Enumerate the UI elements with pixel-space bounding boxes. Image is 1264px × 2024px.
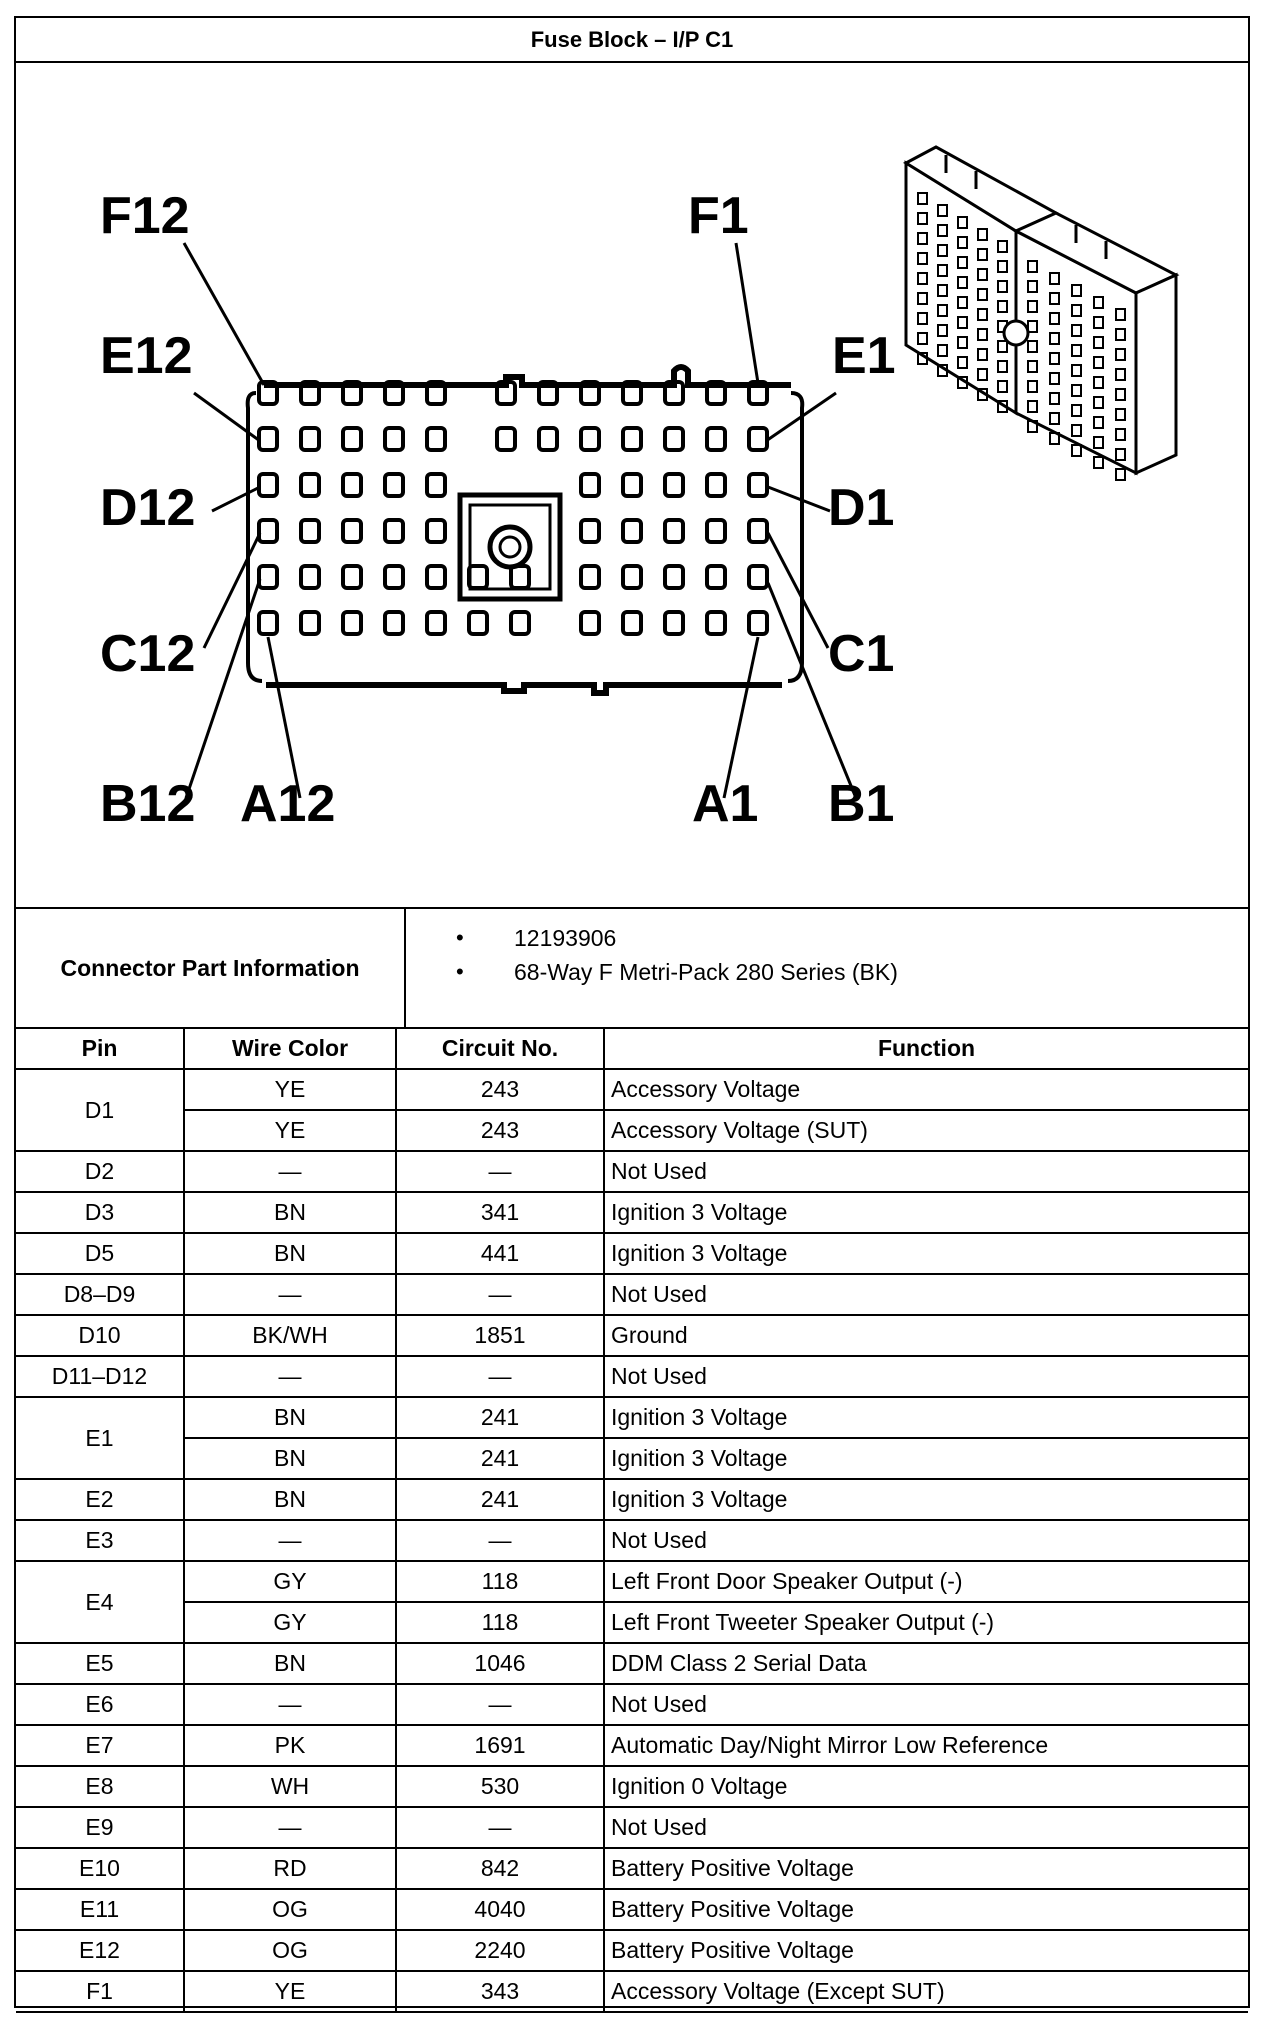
leader-d12 <box>212 487 260 511</box>
pin-cell: E3 <box>16 1520 184 1561</box>
header-wire-color: Wire Color <box>184 1029 396 1069</box>
iso-cavity <box>1072 445 1081 456</box>
function-cell: Not Used <box>604 1684 1248 1725</box>
pin-cell: D3 <box>16 1192 184 1233</box>
pin-cavity <box>343 612 361 634</box>
pin-cavity <box>665 612 683 634</box>
table-row <box>16 1438 1248 1479</box>
pin-cavity <box>497 428 515 450</box>
pin-cavity <box>343 520 361 542</box>
circuit-cell: 343 <box>396 1971 604 2012</box>
wire-color-cell: YE <box>184 1110 396 1151</box>
part-info-list <box>456 921 898 989</box>
pin-cavity <box>707 428 725 450</box>
pin-cavity <box>259 474 277 496</box>
pin-cavity <box>259 612 277 634</box>
table-row <box>16 1233 1248 1274</box>
function-cell: Not Used <box>604 1274 1248 1315</box>
wire-color-cell: PK <box>184 1725 396 1766</box>
function-cell: Ignition 3 Voltage <box>604 1438 1248 1479</box>
connector-diagram <box>16 63 1248 907</box>
pin-cavity <box>427 612 445 634</box>
pin-cell: E9 <box>16 1807 184 1848</box>
circuit-cell: 1851 <box>396 1315 604 1356</box>
table-row <box>16 1274 1248 1315</box>
circuit-cell: 241 <box>396 1479 604 1520</box>
pin-cavity <box>301 566 319 588</box>
pin-cell: E5 <box>16 1643 184 1684</box>
header-pin: Pin <box>16 1029 184 1069</box>
function-cell: DDM Class 2 Serial Data <box>604 1643 1248 1684</box>
pin-cavity <box>707 612 725 634</box>
pin-cavity <box>665 428 683 450</box>
pin-cavity <box>301 612 319 634</box>
wire-color-cell: BN <box>184 1643 396 1684</box>
wire-color-cell: BN <box>184 1438 396 1479</box>
pin-cavity <box>623 566 641 588</box>
connector-part-info <box>16 907 1248 1029</box>
pin-cell: E1 <box>16 1397 184 1479</box>
connector-isometric-view <box>906 147 1176 480</box>
function-cell: Ground <box>604 1315 1248 1356</box>
wire-color-cell: WH <box>184 1766 396 1807</box>
page-title: Fuse Block – I/P C1 <box>16 18 1248 63</box>
iso-cavity <box>1094 457 1103 468</box>
pin-label-c12: C12 <box>100 625 196 683</box>
connector-face-drawing <box>16 63 1248 907</box>
circuit-cell: 1691 <box>396 1725 604 1766</box>
connector-sheet <box>14 16 1250 2008</box>
pin-cell: E10 <box>16 1848 184 1889</box>
pin-cell: D10 <box>16 1315 184 1356</box>
pin-cavity <box>707 474 725 496</box>
table-header-row <box>16 1029 1248 1069</box>
circuit-cell: — <box>396 1807 604 1848</box>
pin-cavity <box>259 520 277 542</box>
wire-color-cell: — <box>184 1684 396 1725</box>
wire-color-cell: YE <box>184 1971 396 2012</box>
leader-f12 <box>184 243 264 385</box>
pin-label-f12: F12 <box>100 187 190 245</box>
pinout-table <box>16 1029 1248 2013</box>
pin-label-d12: D12 <box>100 479 196 537</box>
pin-cavity <box>385 566 403 588</box>
table-row <box>16 1192 1248 1233</box>
circuit-cell: — <box>396 1356 604 1397</box>
pin-cavity <box>707 520 725 542</box>
function-cell: Accessory Voltage (Except SUT) <box>604 1971 1248 2012</box>
pin-cell: E6 <box>16 1684 184 1725</box>
pin-label-d1: D1 <box>828 479 895 537</box>
table-row <box>16 1069 1248 1110</box>
pinout-table-body <box>16 1069 1248 2012</box>
circuit-cell: 241 <box>396 1438 604 1479</box>
function-cell: Battery Positive Voltage <box>604 1848 1248 1889</box>
wire-color-cell: OG <box>184 1889 396 1930</box>
pin-cavity <box>427 520 445 542</box>
function-cell: Not Used <box>604 1520 1248 1561</box>
pin-cavity <box>539 428 557 450</box>
leader-d1 <box>768 487 830 511</box>
circuit-cell: — <box>396 1274 604 1315</box>
leader-c1 <box>768 533 828 648</box>
pin-cavity <box>427 474 445 496</box>
pin-cavity <box>301 520 319 542</box>
function-cell: Battery Positive Voltage <box>604 1889 1248 1930</box>
wire-color-cell: — <box>184 1807 396 1848</box>
table-row <box>16 1643 1248 1684</box>
table-row <box>16 1356 1248 1397</box>
pin-cell: F1 <box>16 1971 184 2012</box>
pin-cavity <box>749 566 767 588</box>
iso-end-face <box>1136 275 1176 473</box>
circuit-cell: 441 <box>396 1233 604 1274</box>
table-row <box>16 1684 1248 1725</box>
circuit-cell: 2240 <box>396 1930 604 1971</box>
circuit-cell: — <box>396 1520 604 1561</box>
pin-cavity <box>623 612 641 634</box>
pin-cavity <box>385 612 403 634</box>
pin-cell: E4 <box>16 1561 184 1643</box>
function-cell: Ignition 3 Voltage <box>604 1233 1248 1274</box>
iso-cavity <box>1116 469 1125 480</box>
pin-cavity <box>259 428 277 450</box>
pin-cavity <box>301 428 319 450</box>
pin-cavity <box>581 612 599 634</box>
wire-color-cell: YE <box>184 1069 396 1110</box>
pin-cavity <box>301 474 319 496</box>
header-circuit: Circuit No. <box>396 1029 604 1069</box>
leader-a12 <box>268 637 300 798</box>
pin-cavity <box>343 474 361 496</box>
circuit-cell: 530 <box>396 1766 604 1807</box>
function-cell: Ignition 3 Voltage <box>604 1192 1248 1233</box>
table-row <box>16 1602 1248 1643</box>
wire-color-cell: BK/WH <box>184 1315 396 1356</box>
pin-label-b12: B12 <box>100 775 196 833</box>
pin-cavity <box>665 474 683 496</box>
pin-cell: D1 <box>16 1069 184 1151</box>
pin-cavity <box>385 474 403 496</box>
wire-color-cell: — <box>184 1151 396 1192</box>
circuit-cell: 118 <box>396 1561 604 1602</box>
wire-color-cell: — <box>184 1274 396 1315</box>
pin-cavity <box>469 612 487 634</box>
circuit-cell: — <box>396 1684 604 1725</box>
table-row <box>16 1151 1248 1192</box>
pin-cavity <box>749 612 767 634</box>
pin-cavity <box>749 520 767 542</box>
table-row <box>16 1479 1248 1520</box>
pin-cell: E7 <box>16 1725 184 1766</box>
pin-cavity <box>707 566 725 588</box>
function-cell: Left Front Tweeter Speaker Output (-) <box>604 1602 1248 1643</box>
header-function: Function <box>604 1029 1248 1069</box>
table-row <box>16 1807 1248 1848</box>
pin-label-a1: A1 <box>692 775 759 833</box>
wire-color-cell: GY <box>184 1561 396 1602</box>
function-cell: Automatic Day/Night Mirror Low Reference <box>604 1725 1248 1766</box>
circuit-cell: 241 <box>396 1397 604 1438</box>
wire-color-cell: BN <box>184 1479 396 1520</box>
pin-label-e1: E1 <box>832 327 896 385</box>
pin-cavity <box>469 566 487 588</box>
pin-label-e12: E12 <box>100 327 193 385</box>
pin-cavity <box>623 474 641 496</box>
wire-color-cell: GY <box>184 1602 396 1643</box>
pin-cavity <box>427 428 445 450</box>
wire-color-cell: BN <box>184 1233 396 1274</box>
bullet-icon: • <box>456 959 464 984</box>
table-row <box>16 1725 1248 1766</box>
function-cell: Battery Positive Voltage <box>604 1930 1248 1971</box>
part-info-item: • 12193906 <box>456 921 898 955</box>
center-bolt-inner <box>500 537 520 557</box>
pin-cavity <box>259 566 277 588</box>
pin-cell: E12 <box>16 1930 184 1971</box>
wire-color-cell: RD <box>184 1848 396 1889</box>
pin-cavity <box>749 474 767 496</box>
housing-bottom-edge <box>266 685 782 693</box>
leader-f1 <box>736 243 758 383</box>
leader-c12 <box>204 533 260 648</box>
circuit-cell: 118 <box>396 1602 604 1643</box>
pin-cell: D8–D9 <box>16 1274 184 1315</box>
leader-a1 <box>724 637 758 798</box>
table-row <box>16 1110 1248 1151</box>
pin-cell: E11 <box>16 1889 184 1930</box>
iso-center-bolt <box>1004 321 1028 345</box>
pin-cell: E2 <box>16 1479 184 1520</box>
function-cell: Not Used <box>604 1151 1248 1192</box>
pin-cavity <box>511 612 529 634</box>
center-bolt <box>490 527 530 567</box>
pin-cavity <box>385 520 403 542</box>
pin-cell: D2 <box>16 1151 184 1192</box>
part-info-item: • 68-Way F Metri-Pack 280 Series (BK) <box>456 955 898 989</box>
function-cell: Not Used <box>604 1807 1248 1848</box>
pin-label-f1: F1 <box>688 187 749 245</box>
leader-e12 <box>194 393 260 441</box>
circuit-cell: 341 <box>396 1192 604 1233</box>
table-row <box>16 1766 1248 1807</box>
table-row <box>16 1930 1248 1971</box>
circuit-cell: 243 <box>396 1110 604 1151</box>
function-cell: Left Front Door Speaker Output (-) <box>604 1561 1248 1602</box>
pin-cavity <box>581 428 599 450</box>
wire-color-cell: BN <box>184 1192 396 1233</box>
pin-cavity <box>343 428 361 450</box>
table-row <box>16 1561 1248 1602</box>
pin-cavity <box>427 566 445 588</box>
pin-cell: D11–D12 <box>16 1356 184 1397</box>
pin-cavity <box>623 520 641 542</box>
wire-color-cell: — <box>184 1520 396 1561</box>
bullet-icon: • <box>456 925 464 950</box>
table-row <box>16 1848 1248 1889</box>
table-row <box>16 1397 1248 1438</box>
pin-cell: E8 <box>16 1766 184 1807</box>
pin-cavity <box>385 428 403 450</box>
function-cell: Accessory Voltage <box>604 1069 1248 1110</box>
function-cell: Not Used <box>604 1356 1248 1397</box>
circuit-cell: 842 <box>396 1848 604 1889</box>
wire-color-cell: — <box>184 1356 396 1397</box>
pin-cavity <box>581 474 599 496</box>
wire-color-cell: OG <box>184 1930 396 1971</box>
table-row <box>16 1971 1248 2012</box>
pin-cavity <box>581 566 599 588</box>
pin-cavity <box>511 566 529 588</box>
pin-label-c1: C1 <box>828 625 895 683</box>
function-cell: Ignition 0 Voltage <box>604 1766 1248 1807</box>
pin-cavity <box>581 520 599 542</box>
table-row <box>16 1520 1248 1561</box>
part-info-label: Connector Part Information <box>16 909 406 1027</box>
pin-label-a12: A12 <box>240 775 336 833</box>
circuit-cell: 1046 <box>396 1643 604 1684</box>
pin-cavity <box>665 566 683 588</box>
pin-cavity <box>343 566 361 588</box>
table-row <box>16 1315 1248 1356</box>
circuit-cell: 243 <box>396 1069 604 1110</box>
pin-cell: D5 <box>16 1233 184 1274</box>
function-cell: Accessory Voltage (SUT) <box>604 1110 1248 1151</box>
circuit-cell: 4040 <box>396 1889 604 1930</box>
table-row <box>16 1889 1248 1930</box>
wire-color-cell: BN <box>184 1397 396 1438</box>
circuit-cell: — <box>396 1151 604 1192</box>
pin-label-b1: B1 <box>828 775 895 833</box>
pin-cavity <box>749 428 767 450</box>
pin-cavity <box>623 428 641 450</box>
pin-cavity <box>665 520 683 542</box>
function-cell: Ignition 3 Voltage <box>604 1397 1248 1438</box>
function-cell: Ignition 3 Voltage <box>604 1479 1248 1520</box>
connector-face <box>248 367 803 693</box>
